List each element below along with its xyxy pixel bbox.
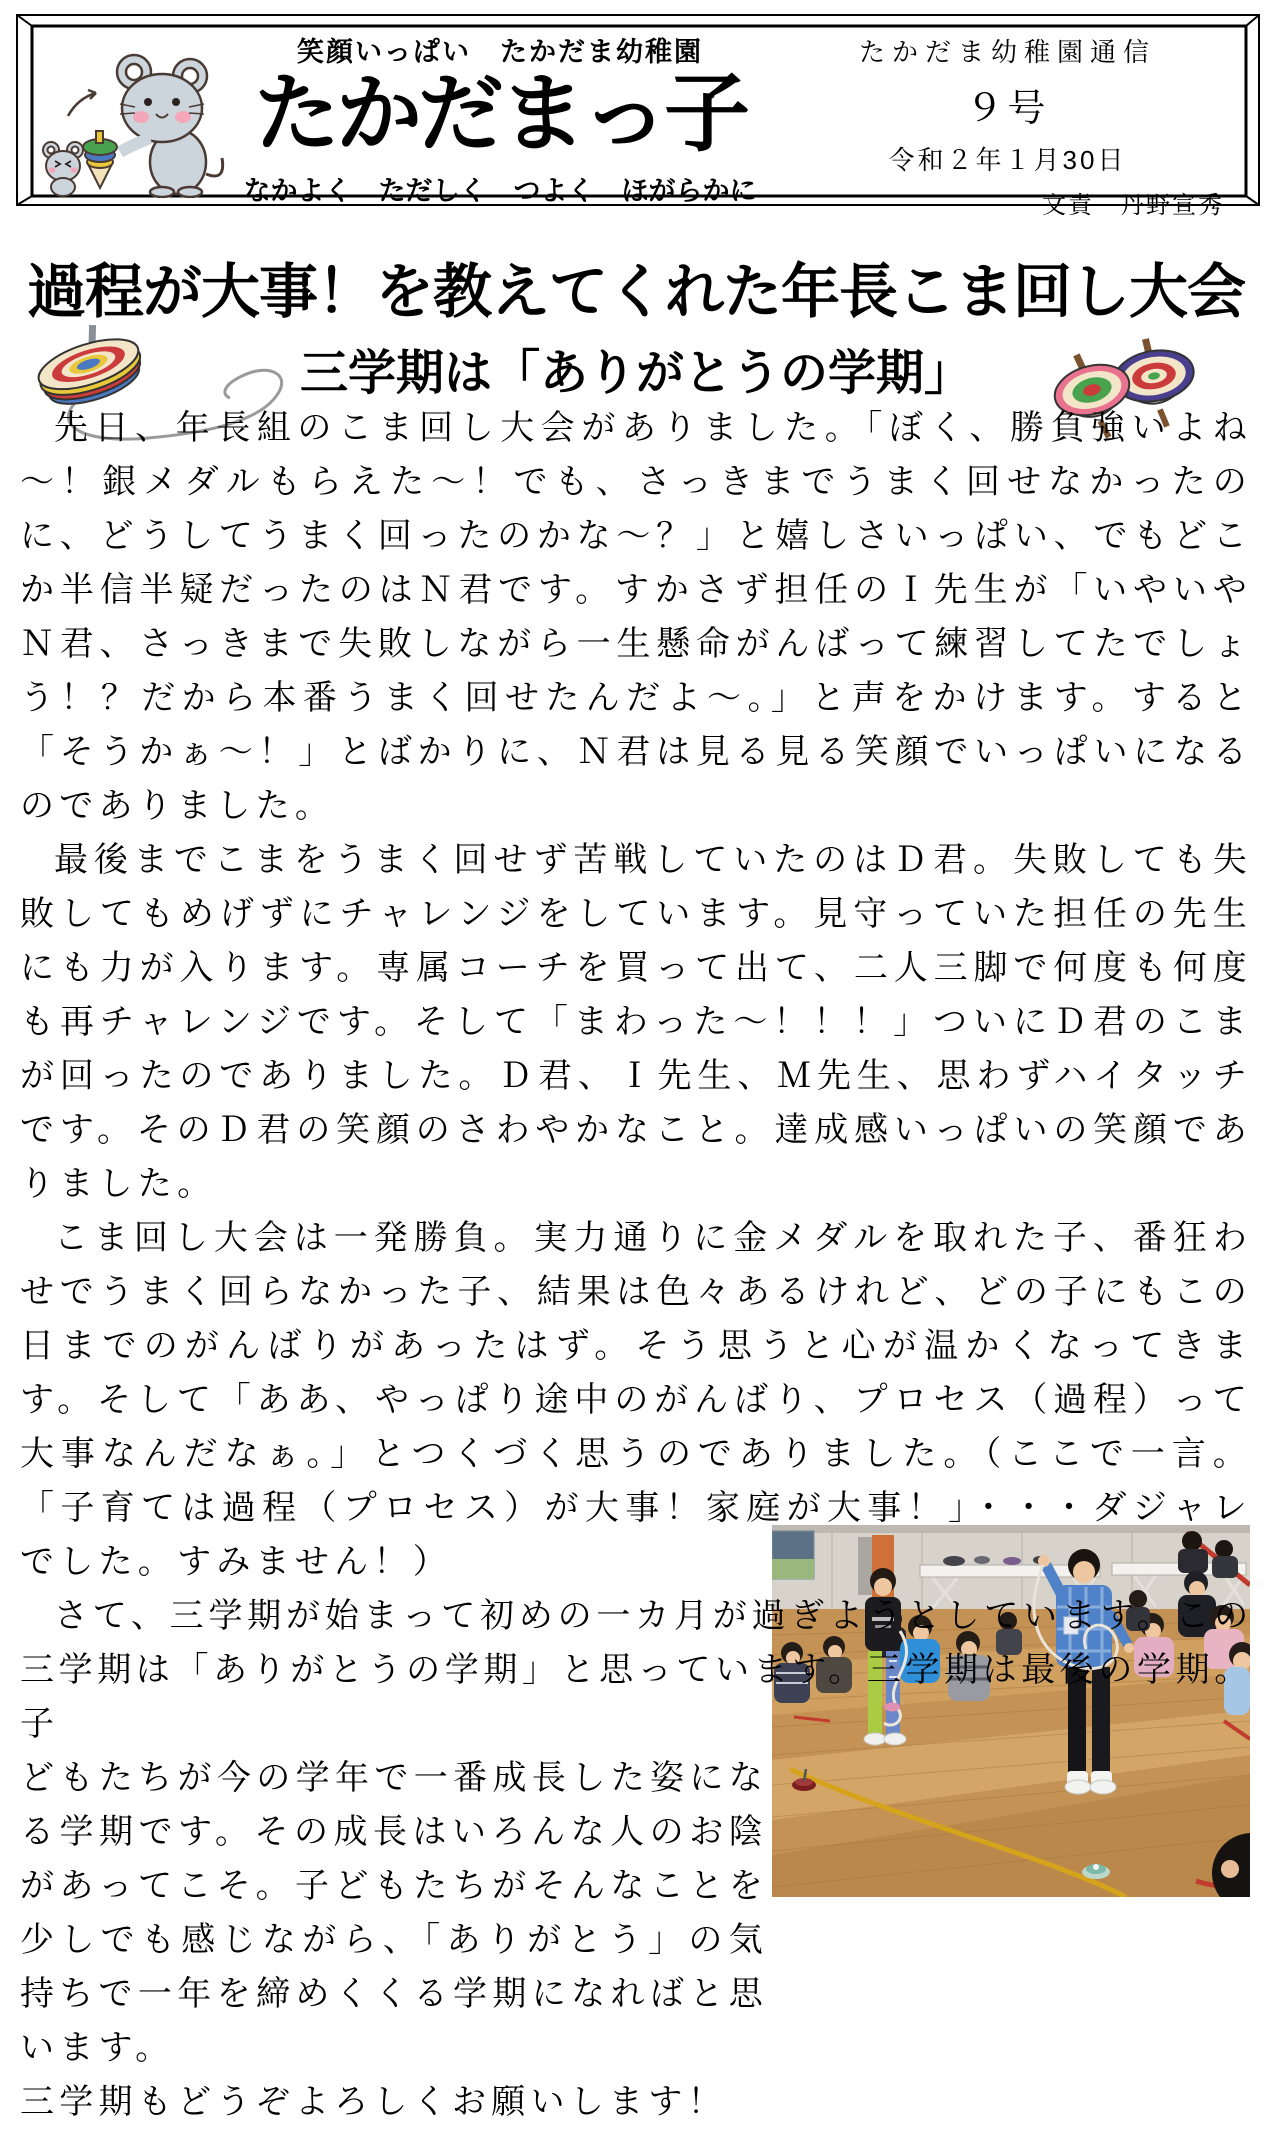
paragraph-3: こま回し大会は一発勝負。実力通りに金メダルを取れた子、番狂わせでうまく回らなかった子、結果は色々あるけれど、どの子にもこの日までのがんばりがあったはず。そう思うと心が温かくなってきます。そして「ああ、やっぱり途中のがんばり、プロセス（過程）って大事なんだなぁ。」とつくづく思うのでありました。（ここで一言。「子育ては過程（プロセス）が大事！家庭が大事！」・・・ダジャレでした。すみません！） (20, 1220, 1252, 1581)
newsletter-title: たかだまっ子 (254, 66, 746, 162)
editor-credit: 文責 丹野宣秀 (1042, 192, 1224, 219)
masthead-tagline: 笑顔いっぱい たかだま幼稚園 (297, 37, 703, 67)
main-headline: 過程が大事！を教えてくれた年長こま回し大会 (26, 259, 1245, 325)
paragraph-4-wrapped: どもたちが今の学年で一番成長した姿になる学期です。その成長はいろんな人のお陰があってこそ。子どもたちがそんなことを少しでも感じながら、「ありがとう」の気持ちで一年を締めくくる学期になればと思います。 (20, 1760, 768, 2067)
masthead (240, 30, 760, 208)
sub-headline: 三学期は「ありがとうの学期」 (299, 347, 972, 400)
issue-number: ９号 (965, 88, 1050, 130)
issue-date: 令和２年１月30日 (888, 145, 1127, 175)
article-body (20, 402, 1252, 2130)
masthead-motto: なかよく ただしく つよく ほがらかに (243, 175, 757, 206)
paragraph-4: さて、三学期が始まって初めの一カ月が過ぎようとしています。この三学期は「ありがとうの学期」と思っています。三学期は最後の学期。子 (20, 1598, 1252, 1743)
paragraph-4-last-line: 三学期もどうぞよろしくお願いします！ (20, 2084, 727, 2121)
issue-info (775, 32, 1240, 220)
paragraph-2: 最後までこまをうまく回せず苦戦していたのはＤ君。失敗しても失敗してもめげずにチャレンジをしています。見守っていた担任の先生にも力が入ります。専属コーチを買って出て、二人三脚で何度も何度も再チャレンジです。そして「まわった～！！！」ついにＤ君のこまが回ったのでありました。Ｄ君、Ｉ先生、Ｍ先生、思わずハイタッチです。そのＤ君の笑顔のさわやかなこと。達成感いっぱいの笑顔でありました。 (20, 842, 1252, 1203)
paragraph-1: 先日、年長組のこま回し大会がありました。「ぼく、勝負強いよね～！銀メダルもらえた～！でも、さっきまでうまく回せなかったのに、どうしてうまく回ったのかな～？」と嬉しさいっぱい、でもどこか半信半疑だったのはＮ君です。すかさず担任のＩ先生が「いやいやＮ君、さっきまで失敗しながら一生懸命がんばって練習してたでしょう！？だから本番うまく回せたんだよ～。」と声をかけます。すると「そうかぁ～！」とばかりに、Ｎ君は見る見る笑顔でいっぱいになるのでありました。 (20, 410, 1252, 825)
mice-mascot-icon (38, 46, 238, 198)
newsletter-name: たかだま幼稚園通信 (858, 37, 1156, 67)
